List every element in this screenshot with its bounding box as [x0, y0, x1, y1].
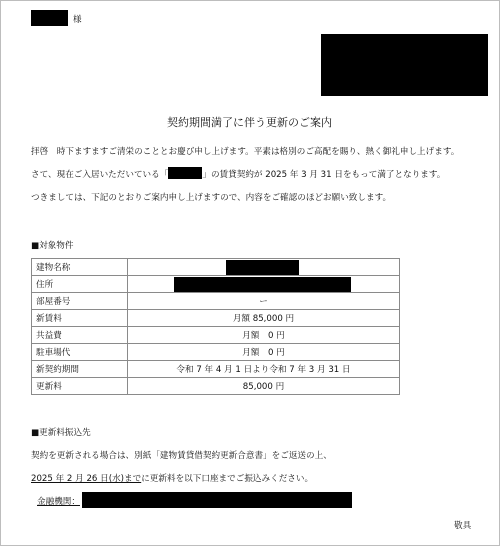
- closing-text: 敬具: [454, 521, 472, 531]
- row-value: 令和 7 年 4 月 1 日より令和 7 年 3 月 31 日: [128, 361, 400, 378]
- notice-text: [31, 167, 445, 180]
- row-value: 月額 0 円: [128, 327, 400, 344]
- bank-label: 金融機関：: [37, 497, 80, 507]
- redacted-address: [174, 277, 351, 292]
- table-row: [32, 259, 400, 276]
- fee-instruction-text: 契約を更新される場合は、別紙「建物賃貸借契約更新合意書」をご返送の上、: [31, 451, 332, 461]
- row-label: 更新料: [32, 378, 128, 395]
- redacted-recipient-name: [31, 10, 68, 26]
- row-label: 住所: [32, 276, 128, 293]
- table-row: [32, 344, 400, 361]
- row-value: 月額 85,000 円: [128, 310, 400, 327]
- notice-suffix: 」の賃貸契約が 2025 年 3 月 31 日をもって満了となります。: [202, 170, 446, 180]
- row-value: ー: [128, 293, 400, 310]
- table-row: [32, 310, 400, 327]
- redacted-building-name: [226, 260, 299, 275]
- notice-prefix: さて、現在ご入居いただいている「: [31, 170, 169, 180]
- deadline-line: [31, 472, 313, 484]
- row-value: 月額 0 円: [128, 344, 400, 361]
- row-label: 新契約期間: [32, 361, 128, 378]
- greeting-text: 拝啓 時下ますますご清栄のこととお慶び申し上げます。平素は格別のご高配を賜り、熱く御礼申し上げます。: [31, 147, 460, 157]
- table-row: [32, 293, 400, 310]
- redacted-building-name: [168, 167, 202, 179]
- redacted-bank-info: [82, 492, 352, 508]
- table-row: [32, 276, 400, 293]
- row-value: [128, 259, 400, 276]
- fee-section-heading: ■更新料振込先: [31, 428, 91, 438]
- request-text: つきましては、下記のとおりご案内申し上げますので、内容をご確認のほどお願い致します。: [31, 193, 392, 203]
- row-label: 共益費: [32, 327, 128, 344]
- table-row: [32, 378, 400, 395]
- deadline-line-rest: に更新料を以下口座までご振込みください。: [141, 474, 314, 484]
- honorific: 様: [73, 15, 82, 25]
- letter-title: 契約期間満了に伴う更新のご案内: [167, 116, 332, 129]
- table-row: [32, 327, 400, 344]
- payment-deadline: 2025 年 2 月 26 日(水)まで: [31, 474, 142, 484]
- row-value: 85,000 円: [128, 378, 400, 395]
- property-section-heading: ■対象物件: [31, 241, 74, 251]
- row-label: 駐車場代: [32, 344, 128, 361]
- row-label: 部屋番号: [32, 293, 128, 310]
- row-label: 建物名称: [32, 259, 128, 276]
- table-row: [32, 361, 400, 378]
- row-label: 新賃料: [32, 310, 128, 327]
- row-value: [128, 276, 400, 293]
- redacted-sender-block: [321, 34, 488, 96]
- property-table: [31, 258, 400, 395]
